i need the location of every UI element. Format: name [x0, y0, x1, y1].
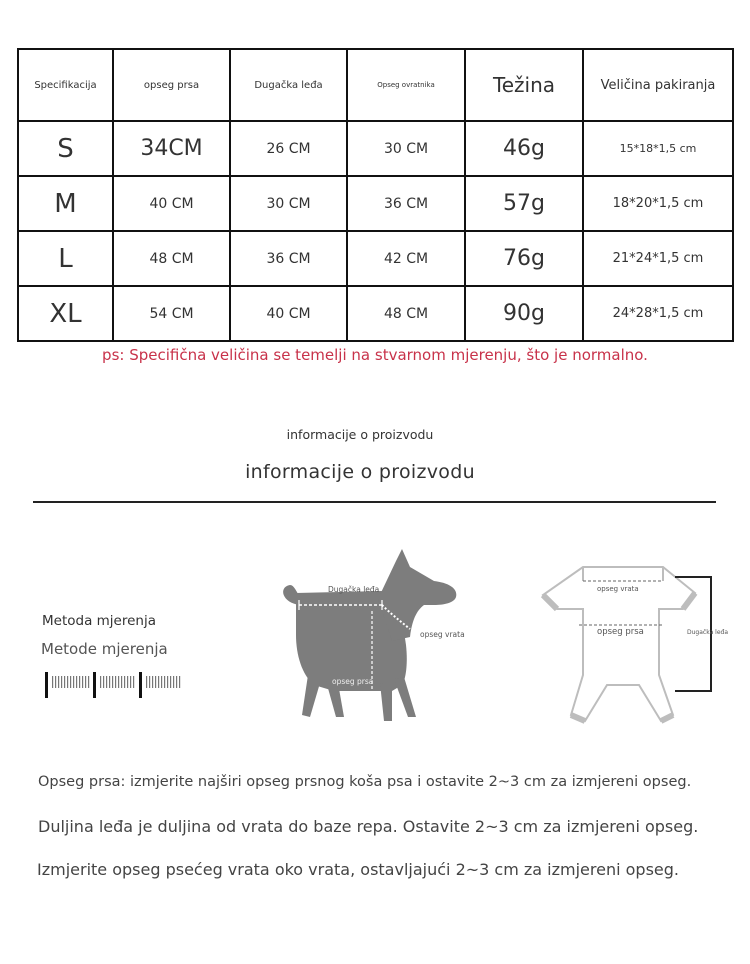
header-back: Dugačka leđa [230, 49, 347, 121]
shirt-neck-label: opseg vrata [597, 585, 639, 593]
back-cell: 30 CM [230, 176, 347, 231]
package-cell: 21*24*1,5 cm [583, 231, 733, 286]
measurement-note: ps: Specifična veličina se temelji na stvarnom mjerenju, što je normalno. [102, 346, 648, 364]
weight-cell: 90g [465, 286, 583, 341]
neck-cell: 42 CM [347, 231, 465, 286]
chest-cell: 40 CM [113, 176, 230, 231]
method-label: Metoda mjerenja [42, 613, 156, 629]
size-table [17, 48, 734, 342]
size-cell: XL [18, 286, 113, 341]
header-spec: Specifikacija [18, 49, 113, 121]
chest-cell: 48 CM [113, 231, 230, 286]
chest-cell: 34CM [113, 121, 230, 176]
weight-cell: 46g [465, 121, 583, 176]
dog-back-label: Dugačka leđa [328, 585, 380, 594]
shirt-chest-label: opseg prsa [597, 627, 644, 637]
neck-cell: 48 CM [347, 286, 465, 341]
section-title: informacije o proizvodu [245, 461, 475, 483]
header-chest: opseg prsa [113, 49, 230, 121]
section-title-small: informacije o proizvodu [286, 427, 434, 442]
chest-instruction: Opseg prsa: izmjerite najširi opseg prsnog koša psa i ostavite 2~3 cm za izmjereni opseg. [38, 774, 692, 790]
weight-cell: 57g [465, 176, 583, 231]
dog-neck-label: opseg vrata [420, 630, 465, 639]
table-header-row [18, 49, 733, 121]
size-cell: L [18, 231, 113, 286]
neck-cell: 36 CM [347, 176, 465, 231]
back-cell: 26 CM [230, 121, 347, 176]
table-row [18, 231, 733, 286]
shirt-back-label: Dugačka leđa [687, 629, 729, 636]
section-divider [33, 501, 716, 503]
back-cell: 36 CM [230, 231, 347, 286]
package-cell: 15*18*1,5 cm [583, 121, 733, 176]
header-neck: Opseg ovratnika [347, 49, 465, 121]
dog-chest-label: opseg prsa [332, 677, 374, 686]
neck-cell: 30 CM [347, 121, 465, 176]
back-cell: 40 CM [230, 286, 347, 341]
chest-cell: 54 CM [113, 286, 230, 341]
neck-instruction: Izmjerite opseg psećeg vrata oko vrata, ostavljajući 2~3 cm za izmjereni opseg. [37, 860, 679, 879]
shirt-measurement-diagram [535, 555, 729, 727]
package-cell: 18*20*1,5 cm [583, 176, 733, 231]
table-row [18, 121, 733, 176]
header-package: Veličina pakiranja [583, 49, 733, 121]
dog-measurement-diagram [274, 545, 469, 727]
table-row [18, 176, 733, 231]
header-weight: Težina [465, 49, 583, 121]
weight-cell: 76g [465, 231, 583, 286]
method-label-secondary: Metode mjerenja [41, 640, 168, 658]
back-instruction: Duljina leđa je duljina od vrata do baze repa. Ostavite 2~3 cm za izmjereni opseg. [38, 817, 699, 836]
ruler-icon [42, 670, 187, 700]
table-row [18, 286, 733, 341]
size-cell: M [18, 176, 113, 231]
package-cell: 24*28*1,5 cm [583, 286, 733, 341]
size-cell: S [18, 121, 113, 176]
